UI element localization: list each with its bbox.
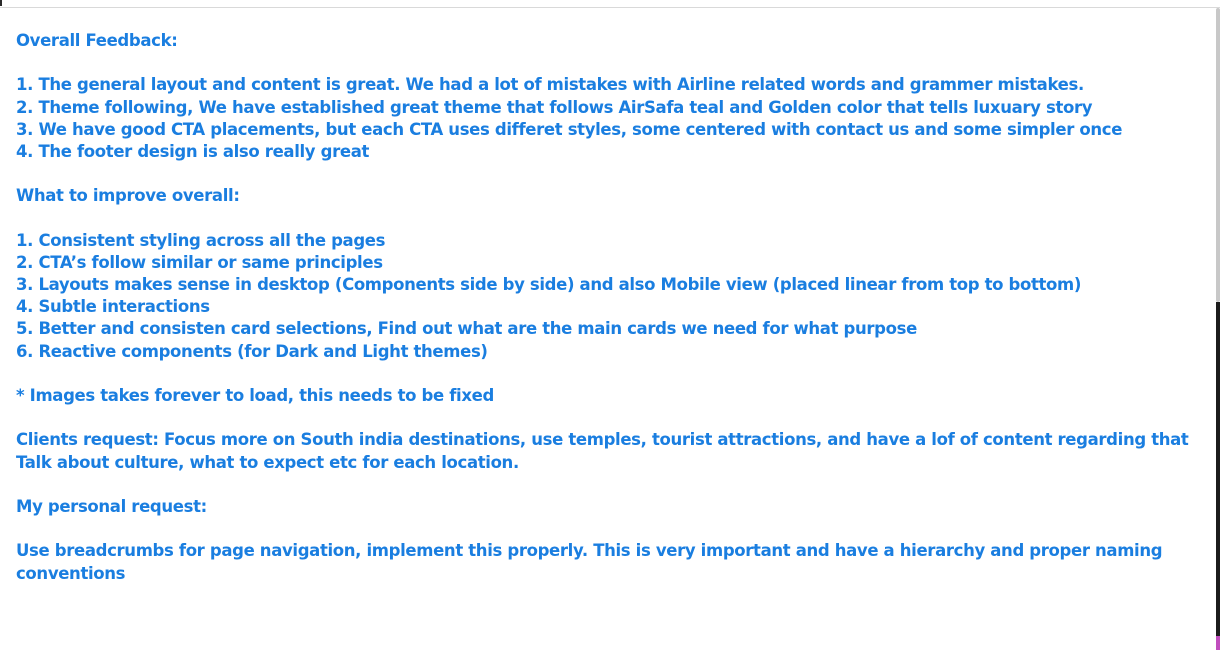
spacer (16, 363, 1206, 385)
improve-item: 2. CTA’s follow similar or same principles (16, 252, 383, 272)
scrollbar-thumb[interactable] (1216, 8, 1220, 302)
personal-request-line: Use breadcrumbs for page navigation, implement this properly. This is very important and have a hierarchy and proper naming (16, 541, 1163, 561)
spacer (16, 163, 1206, 185)
scrollbar-lower-region (1216, 302, 1220, 636)
spacer (16, 474, 1206, 496)
improve-item: 4. Subtle interactions (16, 297, 210, 317)
personal-request-heading: My personal request: (16, 496, 207, 516)
scrollbar-end-marker (1216, 636, 1220, 650)
overall-feedback-heading: Overall Feedback: (16, 31, 178, 50)
clients-request-line: Talk about culture, what to expect etc for each location. (16, 452, 519, 472)
spacer (16, 208, 1206, 230)
improve-item: 5. Better and consisten card selections, Find out what are the main cards we need for what purpose (16, 319, 917, 339)
feedback-document (16, 30, 1206, 585)
personal-request-line: conventions (16, 563, 126, 583)
improve-heading: What to improve overall: (16, 186, 240, 206)
feedback-item: 2. Theme following, We have established great theme that follows AirSafa teal and Golden color that tells luxuary story (16, 97, 1093, 117)
feedback-item: 1. The general layout and content is great. We had a lot of mistakes with Airline related words and grammer mistakes. (16, 75, 1084, 95)
window-corner-mark (0, 0, 2, 6)
spacer (16, 407, 1206, 429)
feedback-item: 4. The footer design is also really great (16, 141, 370, 161)
improve-item: 6. Reactive components (for Dark and Light themes) (16, 341, 488, 361)
images-note: * Images takes forever to load, this needs to be fixed (16, 386, 494, 405)
feedback-item: 3. We have good CTA placements, but each CTA uses differet styles, some centered with contact us and some simpler once (16, 119, 1123, 139)
improve-item: 1. Consistent styling across all the pages (16, 230, 386, 250)
spacer (16, 518, 1206, 540)
improve-item: 3. Layouts makes sense in desktop (Components side by side) and also Mobile view (placed linear from top to bottom) (16, 275, 1082, 295)
window-top-border (0, 0, 1220, 8)
spacer (16, 52, 1206, 74)
clients-request-line: Clients request: Focus more on South india destinations, use temples, tourist attractions, and have a lof of content regarding that (16, 430, 1189, 450)
